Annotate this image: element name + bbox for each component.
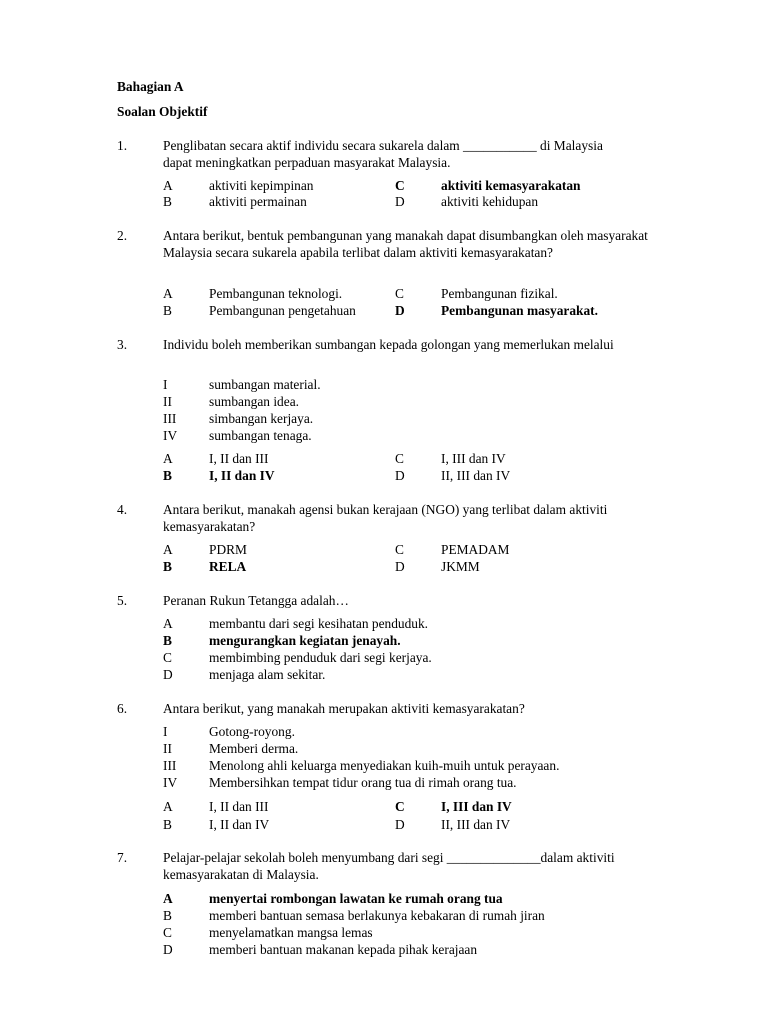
option-letter: B	[163, 194, 172, 209]
option-text: I, II dan IV	[209, 817, 270, 832]
option-text: menjaga alam sekitar.	[209, 667, 326, 682]
option-letter-answer: D	[395, 303, 405, 318]
statement-numeral: II	[163, 741, 172, 756]
option-letter: A	[163, 542, 173, 557]
option-text: aktiviti kehidupan	[441, 194, 539, 209]
option-row	[0, 666, 768, 683]
option-letter: A	[163, 799, 173, 814]
option-text-answer: RELA	[209, 559, 247, 574]
option-text-answer: aktiviti kemasyarakatan	[441, 178, 581, 193]
question-text: Pelajar-pelajar sekolah boleh menyumbang dari segi ______________dalam aktiviti kemasyarakatan di Malaysia.	[163, 850, 615, 882]
statement-row	[0, 376, 768, 393]
statement-numeral: IV	[163, 775, 178, 790]
statement-text: Menolong ahli keluarga menyediakan kuih-muih untuk perayaan.	[209, 758, 560, 773]
option-text: membantu dari segi kesihatan penduduk.	[209, 616, 429, 631]
option-text: aktiviti kepimpinan	[209, 178, 314, 193]
option-letter: B	[163, 817, 172, 832]
option-letter: C	[395, 542, 404, 557]
statement-row	[0, 774, 768, 791]
statement-text: sumbangan material.	[209, 377, 321, 392]
statement-numeral: III	[163, 411, 177, 426]
option-text-answer: mengurangkan kegiatan jenayah.	[209, 633, 401, 648]
option-row	[0, 798, 768, 815]
statement-row	[0, 427, 768, 444]
option-letter: A	[163, 178, 173, 193]
option-text-answer: I, II dan IV	[209, 468, 275, 483]
option-text: JKMM	[441, 559, 480, 574]
option-text: memberi bantuan makanan kepada pihak kerajaan	[209, 942, 478, 957]
statement-row	[0, 757, 768, 774]
option-row	[0, 558, 768, 575]
option-row	[0, 177, 768, 194]
option-text: I, II dan III	[209, 451, 269, 466]
option-row	[0, 816, 768, 833]
statement-text: Membersihkan tempat tidur orang tua di rimah orang tua.	[209, 775, 517, 790]
question-text: Individu boleh memberikan sumbangan kepada golongan yang memerlukan melalui	[163, 337, 614, 352]
option-letter: C	[395, 451, 404, 466]
option-letter: C	[163, 650, 172, 665]
option-letter: D	[395, 817, 405, 832]
option-text: II, III dan IV	[441, 817, 511, 832]
option-text-answer: Pembangunan masyarakat.	[441, 303, 598, 318]
question-number: 5.	[117, 593, 128, 608]
section-title: Bahagian A	[117, 79, 184, 94]
option-text-answer: menyertai rombongan lawatan ke rumah orang tua	[209, 891, 503, 906]
statement-row	[0, 723, 768, 740]
statement-text: simbangan kerjaya.	[209, 411, 314, 426]
option-letter: D	[163, 942, 173, 957]
question-number: 6.	[117, 701, 128, 716]
option-text: PDRM	[209, 542, 247, 557]
option-letter-answer: C	[395, 178, 405, 193]
statement-text: Memberi derma.	[209, 741, 299, 756]
option-row	[0, 907, 768, 924]
option-row	[0, 302, 768, 319]
option-letter: D	[395, 194, 405, 209]
option-text: memberi bantuan semasa berlakunya kebakaran di rumah jiran	[209, 908, 545, 923]
option-letter: A	[163, 286, 173, 301]
statement-text: sumbangan tenaga.	[209, 428, 312, 443]
statement-numeral: IV	[163, 428, 178, 443]
option-text: Pembangunan fizikal.	[441, 286, 558, 301]
option-letter-answer: B	[163, 468, 172, 483]
statement-row	[0, 393, 768, 410]
option-text: aktiviti permainan	[209, 194, 307, 209]
statement-row	[0, 740, 768, 757]
question-number: 1.	[117, 138, 128, 153]
option-row	[0, 941, 768, 958]
option-row	[0, 285, 768, 302]
option-row	[0, 450, 768, 467]
option-text: I, II dan III	[209, 799, 269, 814]
statement-numeral: II	[163, 394, 172, 409]
question-number: 2.	[117, 228, 128, 243]
option-letter: B	[163, 303, 172, 318]
statement-numeral: I	[163, 724, 168, 739]
option-text: I, III dan IV	[441, 451, 506, 466]
question-number: 4.	[117, 502, 128, 517]
option-letter-answer: C	[395, 799, 405, 814]
option-letter-answer: B	[163, 633, 172, 648]
option-text: menyelamatkan mangsa lemas	[209, 925, 373, 940]
option-letter: D	[395, 559, 405, 574]
option-row	[0, 467, 768, 484]
question-text: Peranan Rukun Tetangga adalah…	[163, 593, 349, 608]
option-row	[0, 615, 768, 632]
option-text: PEMADAM	[441, 542, 510, 557]
section-subtitle: Soalan Objektif	[117, 104, 208, 119]
option-letter: A	[163, 451, 173, 466]
option-letter-answer: A	[163, 891, 173, 906]
option-letter-answer: B	[163, 559, 172, 574]
option-text: Pembangunan teknologi.	[209, 286, 343, 301]
statement-numeral: III	[163, 758, 177, 773]
question-number: 3.	[117, 337, 128, 352]
question-text: Penglibatan secara aktif individu secara sukarela dalam ___________ di Malaysia dapat meningkatkan perpaduan masyarakat Malaysia.	[163, 138, 603, 170]
option-text: membimbing penduduk dari segi kerjaya.	[209, 650, 432, 665]
option-row	[0, 632, 768, 649]
question-text: Antara berikut, yang manakah merupakan aktiviti kemasyarakatan?	[163, 701, 525, 716]
option-row	[0, 924, 768, 941]
option-letter: D	[163, 667, 173, 682]
option-text-answer: I, III dan IV	[441, 799, 512, 814]
option-letter: A	[163, 616, 173, 631]
option-row	[0, 890, 768, 907]
option-text: II, III dan IV	[441, 468, 511, 483]
option-row	[0, 193, 768, 210]
option-row	[0, 541, 768, 558]
option-letter: C	[163, 925, 172, 940]
statement-text: Gotong-royong.	[209, 724, 295, 739]
option-row	[0, 649, 768, 666]
statement-numeral: I	[163, 377, 168, 392]
question-number: 7.	[117, 850, 128, 865]
option-text: Pembangunan pengetahuan	[209, 303, 356, 318]
question-text: Antara berikut, bentuk pembangunan yang manakah dapat disumbangkan oleh masyarakat Malaysia secara sukarela apabila terlibat dalam aktiviti kemasyarakatan?	[163, 228, 648, 260]
option-letter: D	[395, 468, 405, 483]
option-letter: B	[163, 908, 172, 923]
option-letter: C	[395, 286, 404, 301]
statement-row	[0, 410, 768, 427]
question-text: Antara berikut, manakah agensi bukan kerajaan (NGO) yang terlibat dalam aktiviti kemasyarakatan?	[163, 502, 608, 534]
statement-text: sumbangan idea.	[209, 394, 299, 409]
